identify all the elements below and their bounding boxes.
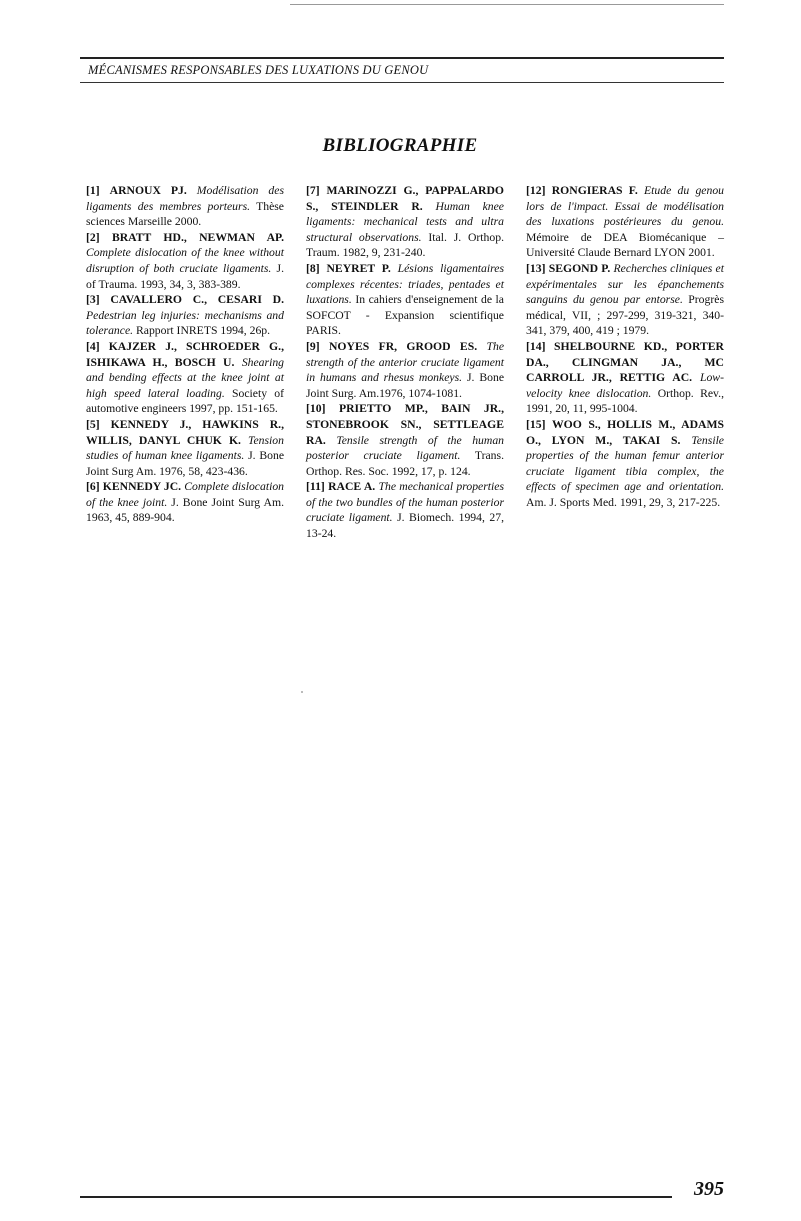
reference-source: J. Bone Joint Surg. Am.1976, 1074-1081.: [306, 371, 505, 400]
reference-number: [7]: [306, 184, 320, 197]
footer-rule: [80, 1196, 672, 1198]
reference-authors: RONGIERAS F.: [551, 184, 638, 197]
reference-title: Low-velocity knee dislocation.: [526, 371, 724, 400]
reference-source: J. Bone Joint Surg Am. 1976, 58, 423-436.: [86, 449, 285, 478]
header-rule-top: [80, 57, 724, 59]
reference-item: [86, 417, 284, 479]
reference-number: [14]: [526, 339, 546, 353]
reference-source: Progrès médical, VII, ; 297-299, 319-321, 340-341, 379, 400, 419 ; 1979.: [526, 293, 724, 338]
reference-number: [3]: [86, 293, 100, 307]
reference-number: [6]: [86, 480, 100, 494]
reference-item: [86, 183, 284, 230]
reference-source: Orthop. Rev., 1991, 20, 11, 995-1004.: [526, 386, 724, 416]
reference-title: Shearing and bending effects at the knee joint at high speed lateral loading.: [86, 355, 285, 400]
reference-column-2: [306, 183, 504, 542]
reference-title: Tension studies of human knee ligaments.: [86, 433, 284, 463]
reference-title: Human knee ligaments: mechanical tests and ultra structural observations.: [306, 199, 504, 244]
reference-title: The mechanical properties of the two bundles of the human posterior cruciate ligament.: [306, 480, 505, 525]
reference-item: [306, 261, 504, 339]
reference-item: [86, 479, 284, 526]
reference-authors: RACE A.: [328, 480, 376, 494]
reference-number: [8]: [306, 261, 320, 275]
reference-source: J. of Trauma. 1993, 34, 3, 383-389.: [86, 261, 284, 291]
reference-title: Complete dislocation of the knee joint.: [86, 480, 285, 509]
reference-authors: KAJZER J., SCHROEDER G., ISHIKAWA H., BOSCH U.: [86, 339, 284, 369]
reference-source: Mémoire de DEA Biomécanique – Université Claude Bernard LYON 2001.: [526, 230, 724, 260]
reference-column-3: [526, 183, 724, 510]
reference-authors: SEGOND P.: [548, 261, 611, 275]
reference-number: [1]: [86, 184, 100, 197]
reference-authors: NOYES FR, GROOD ES.: [328, 339, 478, 353]
reference-authors: NEYRET P.: [326, 261, 391, 275]
scan-speck: [301, 691, 303, 693]
reference-title: Lésions ligamentaires complexes récentes: triades, pentades et luxations.: [306, 261, 504, 307]
reference-number: [13]: [526, 261, 546, 275]
reference-source: J. Bone Joint Surg Am. 1963, 45, 889-904.: [86, 495, 284, 525]
reference-source: Ital. J. Orthop. Traum. 1982, 9, 231-240.: [306, 230, 505, 260]
reference-number: [4]: [86, 339, 100, 353]
reference-title: Recherches cliniques et expérimentales sur les épanchements sanguins du genou par entorse.: [526, 261, 724, 307]
reference-authors: CAVALLERO C., CESARI D.: [110, 293, 284, 307]
reference-item: [526, 261, 724, 339]
reference-title: Etude du genou lors de l'impact. Essai de modélisation des luxations postérieures du genou.: [526, 184, 725, 229]
running-head: MÉCANISMES RESPONSABLES DES LUXATIONS DU GENOU: [88, 63, 429, 77]
reference-source: Thèse sciences Marseille 2000.: [86, 199, 284, 229]
reference-item: [306, 183, 504, 261]
reference-source: Trans. Orthop. Res. Soc. 1992, 17, p. 124.: [306, 449, 504, 478]
header-rule-bottom: [80, 82, 724, 83]
reference-number: [10]: [306, 402, 326, 416]
reference-title: Tensile properties of the human femur anterior cruciate ligament tibia complex, the effects of specimen age and orientation.: [526, 433, 724, 494]
reference-authors: PRIETTO MP., BAIN JR., STONEBROOK SN., SETTLEAGE RA.: [306, 402, 505, 447]
reference-title: Modélisation des ligaments des membres porteurs.: [86, 184, 285, 213]
reference-authors: MARINOZZI G., PAPPALARDO S., STEINDLER R.: [306, 184, 504, 213]
reference-item: [306, 479, 504, 541]
reference-authors: WOO S., HOLLIS M., ADAMS O., LYON M., TAKAI S.: [526, 417, 724, 447]
reference-title: The strength of the anterior cruciate ligament in humans and rhesus monkeys.: [306, 339, 505, 385]
reference-authors: KENNEDY J., HAWKINS R., WILLIS, DANYL CHUK K.: [86, 417, 284, 447]
reference-authors: SHELBOURNE KD., PORTER DA., CLINGMAN JA., MC CARROLL JR., RETTIG AC.: [526, 339, 725, 385]
reference-number: [5]: [86, 417, 100, 431]
reference-item: [86, 230, 284, 292]
page-number: 395: [694, 1178, 724, 1200]
reference-number: [15]: [526, 417, 546, 431]
reference-source: Rapport INRETS 1994, 26p.: [135, 324, 271, 338]
reference-number: [11]: [306, 480, 325, 494]
section-title: BIBLIOGRAPHIE: [322, 135, 478, 156]
reference-source: Society of automotive engineers 1997, pp. 151-165.: [86, 386, 284, 416]
reference-title: Tensile strength of the human posterior cruciate ligament.: [306, 433, 505, 463]
reference-title: Complete dislocation of the knee without disruption of both cruciate ligaments.: [86, 246, 284, 275]
reference-number: [9]: [306, 339, 320, 353]
reference-item: [306, 339, 504, 401]
reference-item: [86, 292, 284, 339]
reference-item: [526, 417, 724, 511]
reference-authors: KENNEDY JC.: [102, 480, 182, 494]
reference-number: [12]: [526, 184, 546, 197]
reference-title: Pedestrian leg injuries: mechanisms and tolerance.: [86, 308, 284, 338]
reference-number: [2]: [86, 230, 100, 244]
reference-authors: BRATT HD., NEWMAN AP.: [111, 230, 284, 244]
top-edge-rule: [290, 4, 724, 5]
reference-column-1: [86, 183, 284, 526]
reference-source: Am. J. Sports Med. 1991, 29, 3, 217-225.: [526, 495, 721, 509]
reference-item: [306, 401, 504, 479]
reference-item: [526, 339, 724, 417]
reference-item: [86, 339, 284, 417]
reference-source: In cahiers d'enseignement de la SOFCOT - Expansion scientifique PARIS.: [306, 293, 504, 338]
reference-item: [526, 183, 724, 261]
reference-authors: ARNOUX PJ.: [109, 184, 187, 197]
reference-source: J. Biomech. 1994, 27, 13-24.: [306, 511, 504, 541]
